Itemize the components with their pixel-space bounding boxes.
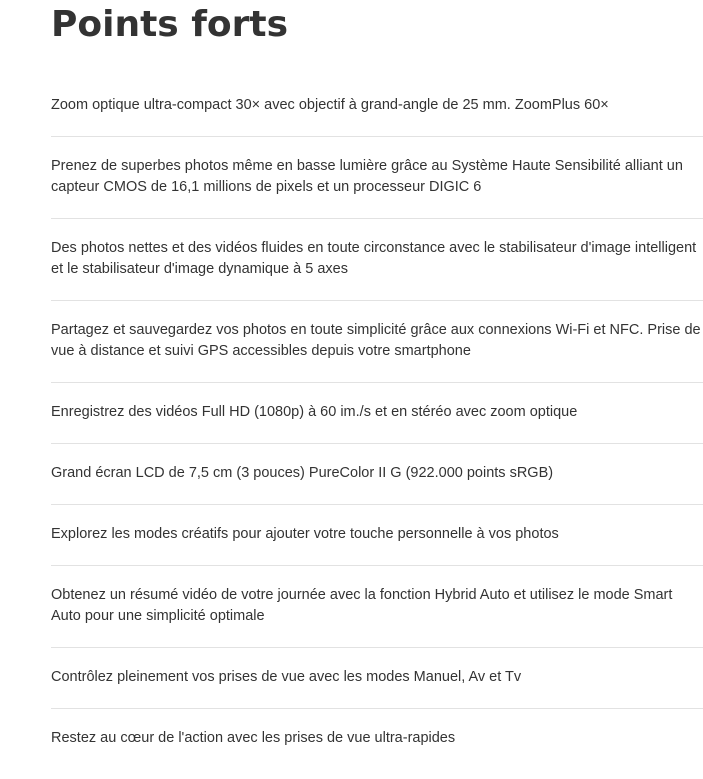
highlight-item: Grand écran LCD de 7,5 cm (3 pouces) PureColor II G (922.000 points sRGB) (51, 444, 703, 505)
highlight-item: Zoom optique ultra-compact 30× avec objectif à grand-angle de 25 mm. ZoomPlus 60× (51, 76, 703, 137)
highlight-item: Obtenez un résumé vidéo de votre journée avec la fonction Hybrid Auto et utilisez le mode Smart Auto pour une simplicité optimale (51, 566, 703, 648)
page-title: Points forts (51, 4, 289, 45)
highlights-list (51, 76, 703, 769)
highlight-item: Prenez de superbes photos même en basse lumière grâce au Système Haute Sensibilité alliant un capteur CMOS de 16,1 millions de pixels et un processeur DIGIC 6 (51, 137, 703, 219)
highlight-item: Restez au cœur de l'action avec les prises de vue ultra-rapides (51, 730, 456, 746)
highlight-item: Enregistrez des vidéos Full HD (1080p) à 60 im./s et en stéréo avec zoom optique (51, 383, 703, 444)
highlight-item: Contrôlez pleinement vos prises de vue avec les modes Manuel, Av et Tv (51, 648, 703, 709)
highlight-item: Des photos nettes et des vidéos fluides en toute circonstance avec le stabilisateur d'image intelligent et le stabilisateur d'image dynamique à 5 axes (51, 219, 703, 301)
highlights-section (51, 0, 703, 746)
highlight-item: Explorez les modes créatifs pour ajouter votre touche personnelle à vos photos (51, 505, 703, 566)
highlight-item: Partagez et sauvegardez vos photos en toute simplicité grâce aux connexions Wi-Fi et NFC. Prise de vue à distance et suivi GPS accessibles depuis votre smartphone (51, 301, 703, 383)
